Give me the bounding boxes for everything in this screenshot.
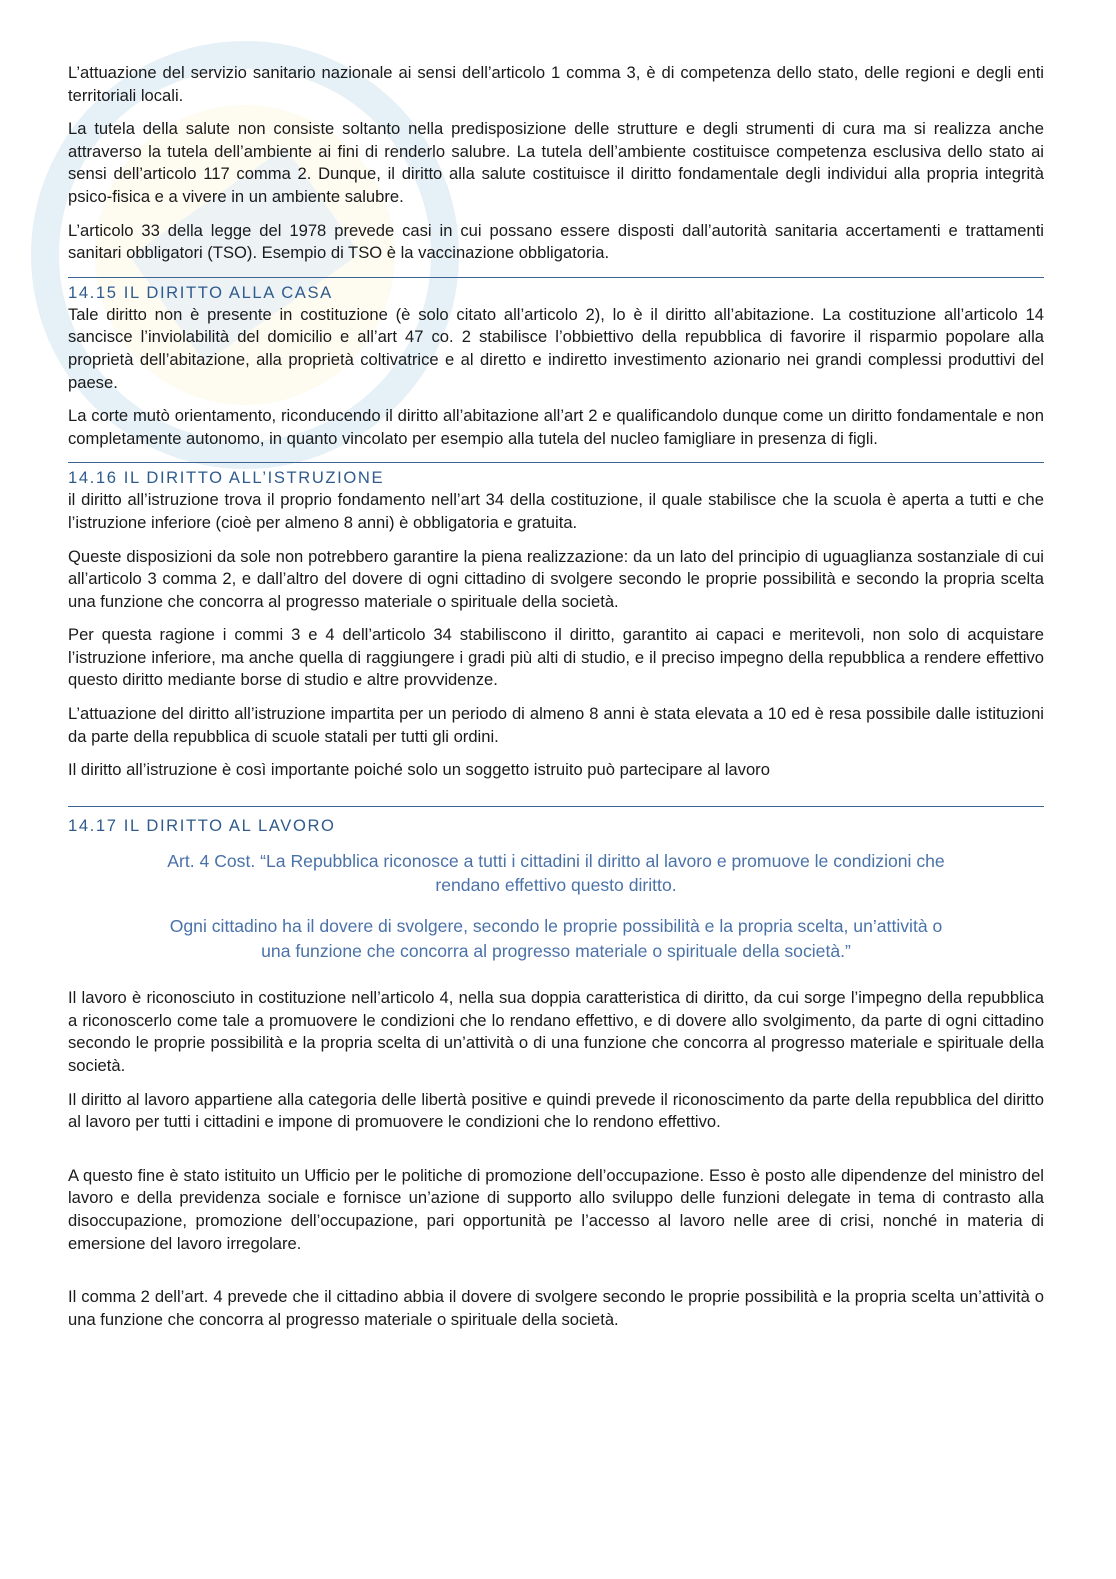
section-divider	[68, 277, 1044, 278]
intro-paragraph: La tutela della salute non consiste soltanto nella predisposizione delle strutture e degli strumenti di cura ma si realizza anche attraverso la tutela dell’ambiente ai fini di renderlo salubre. La tutela dell’ambiente costituisce competenza esclusiva dello stato ai sensi dell’articolo 117 comma 2. Dunque, il diritto alla salute costituisce il diritto fondamentale degli individui alla propria integrità psico-fisica e a vivere in un ambiente salubre.	[68, 119, 1044, 206]
section-title: 14.15 IL DIRITTO ALLA CASA	[68, 282, 333, 302]
section-diritto-lavoro	[68, 806, 1044, 1332]
section-paragraph: L’attuazione del diritto all’istruzione impartita per un periodo di almeno 8 anni è stata elevata a 10 ed è resa possibile dalle istituzioni da parte della repubblica di scuole statali per tutti gli ordini.	[68, 704, 1044, 746]
constitution-quote: Ogni cittadino ha il dovere di svolgere, secondo le proprie possibilità e la propria scelta, un’attività o una funzione che concorra al progresso materiale o spirituale della società.”	[169, 916, 943, 961]
intro-paragraph: L’attuazione del servizio sanitario nazionale ai sensi dell’articolo 1 comma 3, è di competenza dello stato, delle regioni e degli enti territoriali locali.	[68, 63, 1044, 105]
section-paragraph: A questo fine è stato istituito un Ufficio per le politiche di promozione dell’occupazione. Esso è posto alle dipendenze del ministro del lavoro e della previdenza sociale e fornisce un’azione di supporto allo sviluppo delle funzioni delegate in tema di contrasto alla disoccupazione, promozione dell’occupazione, pari opportunità pe l’accesso al lavoro nelle aree di crisi, nonché in materia di emersione del lavoro irregolare.	[68, 1165, 1044, 1253]
section-paragraph: Il comma 2 dell’art. 4 prevede che il cittadino abbia il dovere di svolgere secondo le proprie possibilità e la propria scelta un’attività o una funzione che concorra al progresso materiale o spirituale della società.	[68, 1287, 1044, 1329]
section-title: 14.17 IL DIRITTO AL LAVORO	[68, 815, 336, 835]
section-paragraph: il diritto all’istruzione trova il proprio fondamento nell’art 34 della costituzione, il quale stabilisce che la scuola è aperta a tutti e che l’istruzione inferiore (cioè per almeno 8 anni) è obbligatoria e gratuita.	[68, 490, 1044, 532]
section-paragraph: Il lavoro è riconosciuto in costituzione nell’articolo 4, nella sua doppia caratteristica di diritto, da cui sorge l’impegno della repubblica a riconoscerlo come tale a promuovere le condizioni che lo rendano effettivo, e di dovere allo svolgimento, da parte di ogni cittadino secondo le proprie possibilità e la propria scelta di un’attività o di una funzione che concorra al progresso materiale e spirituale della società.	[68, 988, 1044, 1075]
section-paragraph: Il diritto all’istruzione è così importante poiché solo un soggetto istruito può partecipare al lavoro	[68, 760, 770, 780]
constitution-quote: Art. 4 Cost. “La Repubblica riconosce a tutti i cittadini il diritto al lavoro e promuove le condizioni che rendano effettivo questo diritto.	[167, 850, 945, 896]
section-paragraph: Per questa ragione i commi 3 e 4 dell’articolo 34 stabiliscono il diritto, garantito ai capaci e meritevoli, non solo di acquistare l’istruzione inferiore, ma anche quella di raggiungere i gradi più alti di studio, e il preciso impegno della repubblica a rendere effettivo questo diritto mediante borse di studio e altre provvidenze.	[68, 625, 1044, 690]
section-title: 14.16 IL DIRITTO ALL’ISTRUZIONE	[68, 468, 385, 488]
document-page	[68, 62, 1044, 1342]
intro-paragraph: L’articolo 33 della legge del 1978 prevede casi in cui possano essere disposti dall’autorità sanitaria accertamenti e trattamenti sanitari obbligatori (TSO). Esempio di TSO è la vaccinazione obbligatoria.	[68, 220, 1044, 263]
section-paragraph: Tale diritto non è presente in costituzione (è solo citato all’articolo 2), lo è il diritto all’abitazione. La costituzione all’articolo 14 sancisce l’inviolabilità del domicilio e all’art 47 co. 2 stabilisce l’obbiettivo della repubblica di favorire il risparmio popolare alla proprietà dell’abitazione, alla proprietà coltivatrice e al diretto e indiretto investimento azionario nei grandi complessi produttivi del paese.	[68, 304, 1044, 392]
section-paragraph: Il diritto al lavoro appartiene alla categoria delle libertà positive e quindi prevede il riconoscimento da parte della repubblica del diritto al lavoro per tutti i cittadini e impone di promuovere le condizioni che lo rendono effettivo.	[68, 1089, 1044, 1132]
section-divider	[68, 462, 1044, 463]
section-diritto-casa	[68, 277, 1044, 451]
section-diritto-istruzione	[68, 462, 1044, 782]
section-paragraph: Queste disposizioni da sole non potrebbero garantire la piena realizzazione: da un lato del principio di uguaglianza sostanziale di cui all’articolo 3 comma 2, e dall’altro del dovere di ogni cittadino di svolgere secondo le proprie possibilità e secondo la propria scelta una funzione che concorra al progresso materiale o spirituale della società.	[68, 546, 1044, 611]
section-paragraph: La corte mutò orientamento, riconducendo il diritto all’abitazione all’art 2 e qualificandolo dunque come un diritto fondamentale e non completamente autonomo, in quanto vincolato per esempio alla tutela del nucleo famigliare in presenza di figli.	[68, 406, 1044, 448]
section-divider	[68, 806, 1044, 807]
